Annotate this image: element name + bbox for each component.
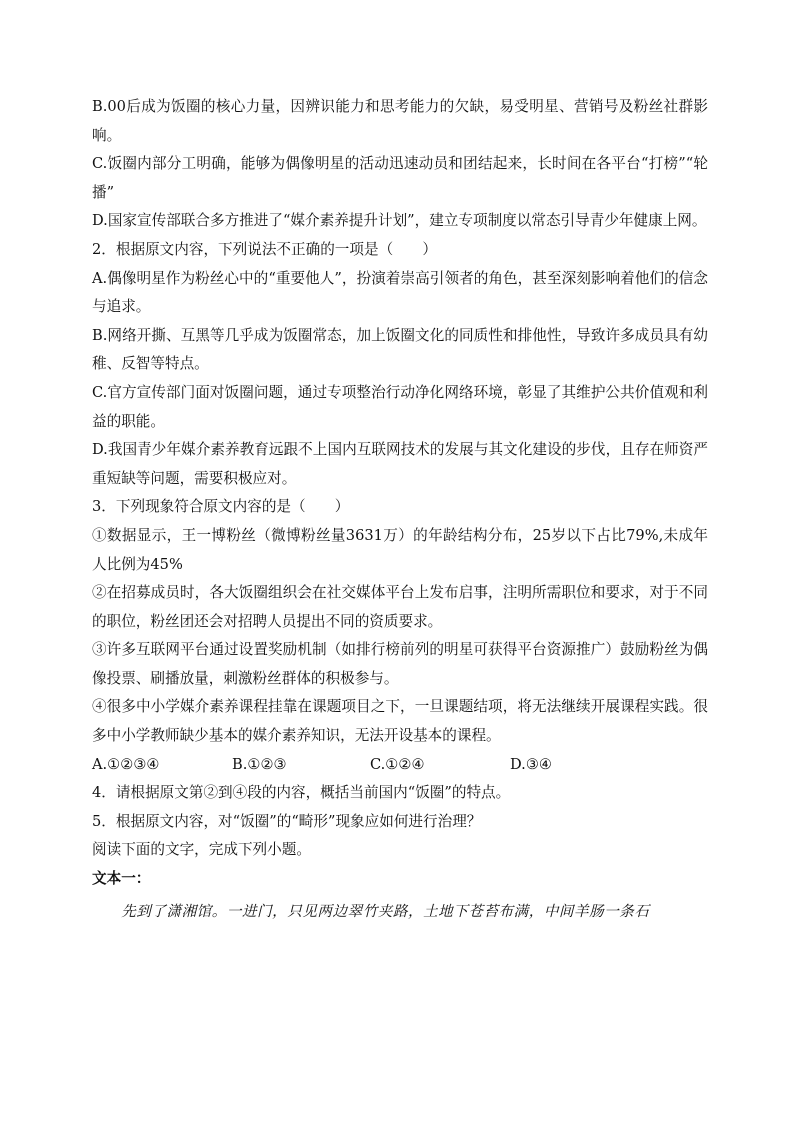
- question-2-option-a: A.偶像明星作为粉丝心中的“重要他人”，扮演着崇高引领者的角色，甚至深刻影响着他们的信念与追求。: [92, 269, 708, 316]
- question-2: 2．根据原文内容，下列说法不正确的一项是（ ）: [92, 240, 437, 258]
- question-5: 5．根据原文内容，对“饭圈”的“畸形”现象应如何进行治理？: [92, 812, 482, 830]
- option-b-line: B.00后成为饭圈的核心力量，因辨识能力和思考能力的欠缺，易受明星、营销号及粉丝社群影响。: [92, 98, 708, 144]
- reading-instruction: 阅读下面的文字，完成下列小题。: [92, 841, 311, 859]
- question-3-item-4: ④很多中小学媒介素养课程挂靠在课题项目之下，一旦课题结项，将无法继续开展课程实践。很多中小学教师缺少基本的媒介素养知识，无法开设基本的课程。: [92, 698, 708, 745]
- text-one-heading: 文本一：: [92, 870, 151, 888]
- question-2-option-b: B.网络开撕、互黑等几乎成为饭圈常态，加上饭圈文化的同质性和排他性，导致许多成员具有幼稚、反智等特点。: [92, 326, 708, 373]
- text-one-first-line: 先到了潇湘馆。一进门，只见两边翠竹夹路，土地下苍苔布满，中间羊肠一条石: [121, 902, 650, 920]
- question-3-item-2: ②在招募成员时，各大饭圈组织会在社交媒体平台上发布启事，注明所需职位和要求，对于不同的职位，粉丝团还会对招聘人员提出不同的资质要求。: [92, 584, 708, 630]
- option-c-line: C.饭圈内部分工明确，能够为偶像明星的活动迅速动员和团结起来，长时间在各平台“打榜”“轮播”: [92, 155, 708, 201]
- question-3-item-1: ①数据显示，王一博粉丝（微博粉丝量3631万）的年龄结构分布，25岁以下占比79%,未成年人比例为45%: [92, 526, 708, 573]
- document-page: [92, 93, 708, 926]
- question-2-option-d: D.我国青少年媒介素养教育远跟不上国内互联网技术的发展与其文化建设的步伐，且存在师资严重短缺等问题，需要积极应对。: [92, 441, 708, 487]
- question-3-option-b: B.①②③: [232, 755, 287, 773]
- option-d-line: D.国家宣传部联合多方推进了“媒介素养提升计划”，建立专项制度以常态引导青少年健康上网。: [92, 212, 707, 230]
- question-4: 4．请根据原文第②到④段的内容，概括当前国内“饭圈”的特点。: [92, 784, 511, 802]
- question-3-option-c: C.①②④: [370, 755, 425, 773]
- question-3-item-3: ③许多互联网平台通过设置奖励机制（如排行榜前列的明星可获得平台资源推广）鼓励粉丝为偶像投票、刷播放量，刺激粉丝群体的积极参与。: [92, 641, 708, 687]
- question-2-option-c: C.官方宣传部门面对饭圈问题，通过专项整治行动净化网络环境，彰显了其维护公共价值观和利益的职能。: [92, 383, 708, 430]
- question-3-option-d: D.③④: [510, 755, 552, 773]
- question-3-options: [92, 751, 708, 780]
- question-3-option-a: A.①②③④: [92, 755, 160, 773]
- question-3: 3．下列现象符合原文内容的是（ ）: [92, 498, 350, 516]
